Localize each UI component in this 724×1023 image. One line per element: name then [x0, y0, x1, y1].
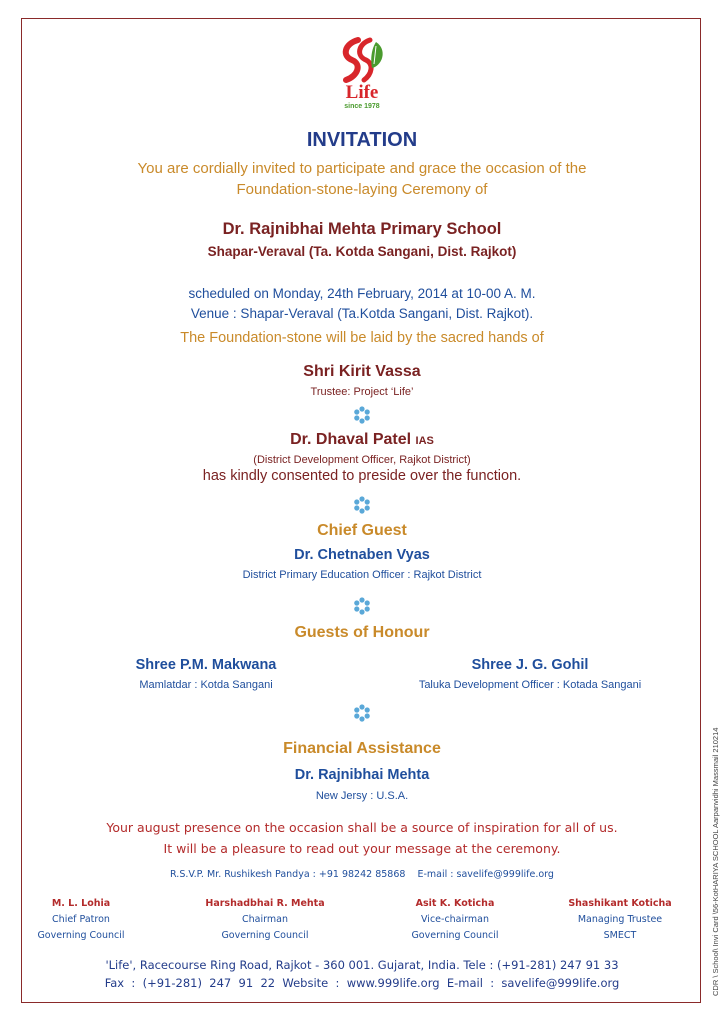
honour-guest-2-name: Shree J. G. Gohil — [471, 657, 589, 673]
life-logo-icon — [336, 36, 388, 84]
flower-separator-icon — [353, 406, 371, 424]
closing-line-2: It will be a pleasure to read out your message at the ceremony. — [163, 841, 561, 856]
financial-place: New Jersy : U.S.A. — [315, 790, 409, 802]
signatory — [22, 896, 140, 944]
school-name: Dr. Rajnibhai Mehta Primary School — [222, 220, 502, 238]
school-location: Shapar-Veraval (Ta. Kotda Sangani, Dist. Rajkot) — [207, 244, 517, 259]
chief-guest-name: Dr. Chetnaben Vyas — [294, 547, 430, 563]
signatory-role: Chairman — [242, 914, 288, 925]
signatory-org: Governing Council — [221, 930, 309, 941]
page-title: INVITATION — [306, 129, 418, 151]
president-suffix: IAS — [415, 435, 434, 447]
laying-guest-role: Trustee: Project ‘Life’ — [310, 386, 414, 398]
schedule-when: scheduled on Monday, 24th February, 2014 at 10-00 A. M. — [188, 286, 536, 301]
chief-guest-title: Chief Guest — [317, 522, 407, 539]
intro-line-1: You are cordially invited to participate and grace the occasion of the — [137, 160, 587, 177]
signatory-name: M. L. Lohia — [51, 898, 111, 909]
side-file-note: CDR \ School\ Invi Card \56-KotHARIYA SCHOOL Aarpanvidhi Massmail 210214 — [711, 727, 720, 996]
laid-by-text: The Foundation-stone will be laid by the sacred hands of — [180, 330, 544, 346]
address-line-1: 'Life', Racecourse Ring Road, Rajkot - 360 001. Gujarat, India. Tele : (+91-281) 247 91 33 — [105, 958, 619, 972]
address-line-2: Fax : (+91-281) 247 91 22 Website : www.999life.org E-mail : savelife@999life.org — [104, 976, 620, 990]
chief-guest-role: District Primary Education Officer : Rajkot District — [242, 569, 482, 581]
signatory-org: SMECT — [603, 930, 637, 941]
logo-since: since 1978 — [344, 103, 380, 110]
signatory-role: Vice-chairman — [421, 914, 489, 925]
intro-line-2: Foundation-stone-laying Ceremony of — [236, 181, 488, 198]
signatory-name: Harshadbhai R. Mehta — [205, 898, 325, 909]
flower-separator-icon — [353, 496, 371, 514]
honour-guest-1-name: Shree P.M. Makwana — [135, 657, 277, 673]
flower-separator-icon — [353, 597, 371, 615]
president-line — [0, 431, 724, 449]
financial-title: Financial Assistance — [283, 740, 441, 757]
laying-guest-name: Shri Kirit Vassa — [303, 363, 421, 380]
president-name: Dr. Dhaval Patel — [290, 431, 412, 448]
financial-name: Dr. Rajnibhai Mehta — [294, 767, 430, 783]
signatory-name: Shashikant Koticha — [568, 898, 672, 909]
signatory-org: Governing Council — [411, 930, 499, 941]
flower-separator-icon — [353, 704, 371, 722]
signatory-role: Managing Trustee — [577, 914, 663, 925]
schedule-venue: Venue : Shapar-Veraval (Ta.Kotda Sangani, Dist. Rajkot). — [190, 306, 534, 321]
signatory-org: Governing Council — [37, 930, 125, 941]
president-note: has kindly consented to preside over the function. — [202, 468, 522, 484]
president-role: (District Development Officer, Rajkot District) — [253, 454, 471, 466]
logo-brand: Life — [345, 82, 379, 103]
honour-guest-1-role: Mamlatdar : Kotda Sangani — [139, 679, 273, 691]
signatory-name: Asit K. Koticha — [415, 898, 495, 909]
signatory — [555, 896, 685, 944]
closing-line-1: Your august presence on the occasion shall be a source of inspiration for all of us. — [106, 820, 618, 835]
signatory — [390, 896, 520, 944]
signatory-role: Chief Patron — [52, 914, 110, 925]
signatory — [190, 896, 340, 944]
life-logo — [336, 36, 388, 116]
honour-title: Guests of Honour — [294, 624, 430, 641]
rsvp-line: R.S.V.P. Mr. Rushikesh Pandya : +91 98242 85868 E-mail : savelife@999life.org — [170, 869, 554, 880]
honour-guest-2-role: Taluka Development Officer : Kotada Sangani — [418, 679, 642, 691]
